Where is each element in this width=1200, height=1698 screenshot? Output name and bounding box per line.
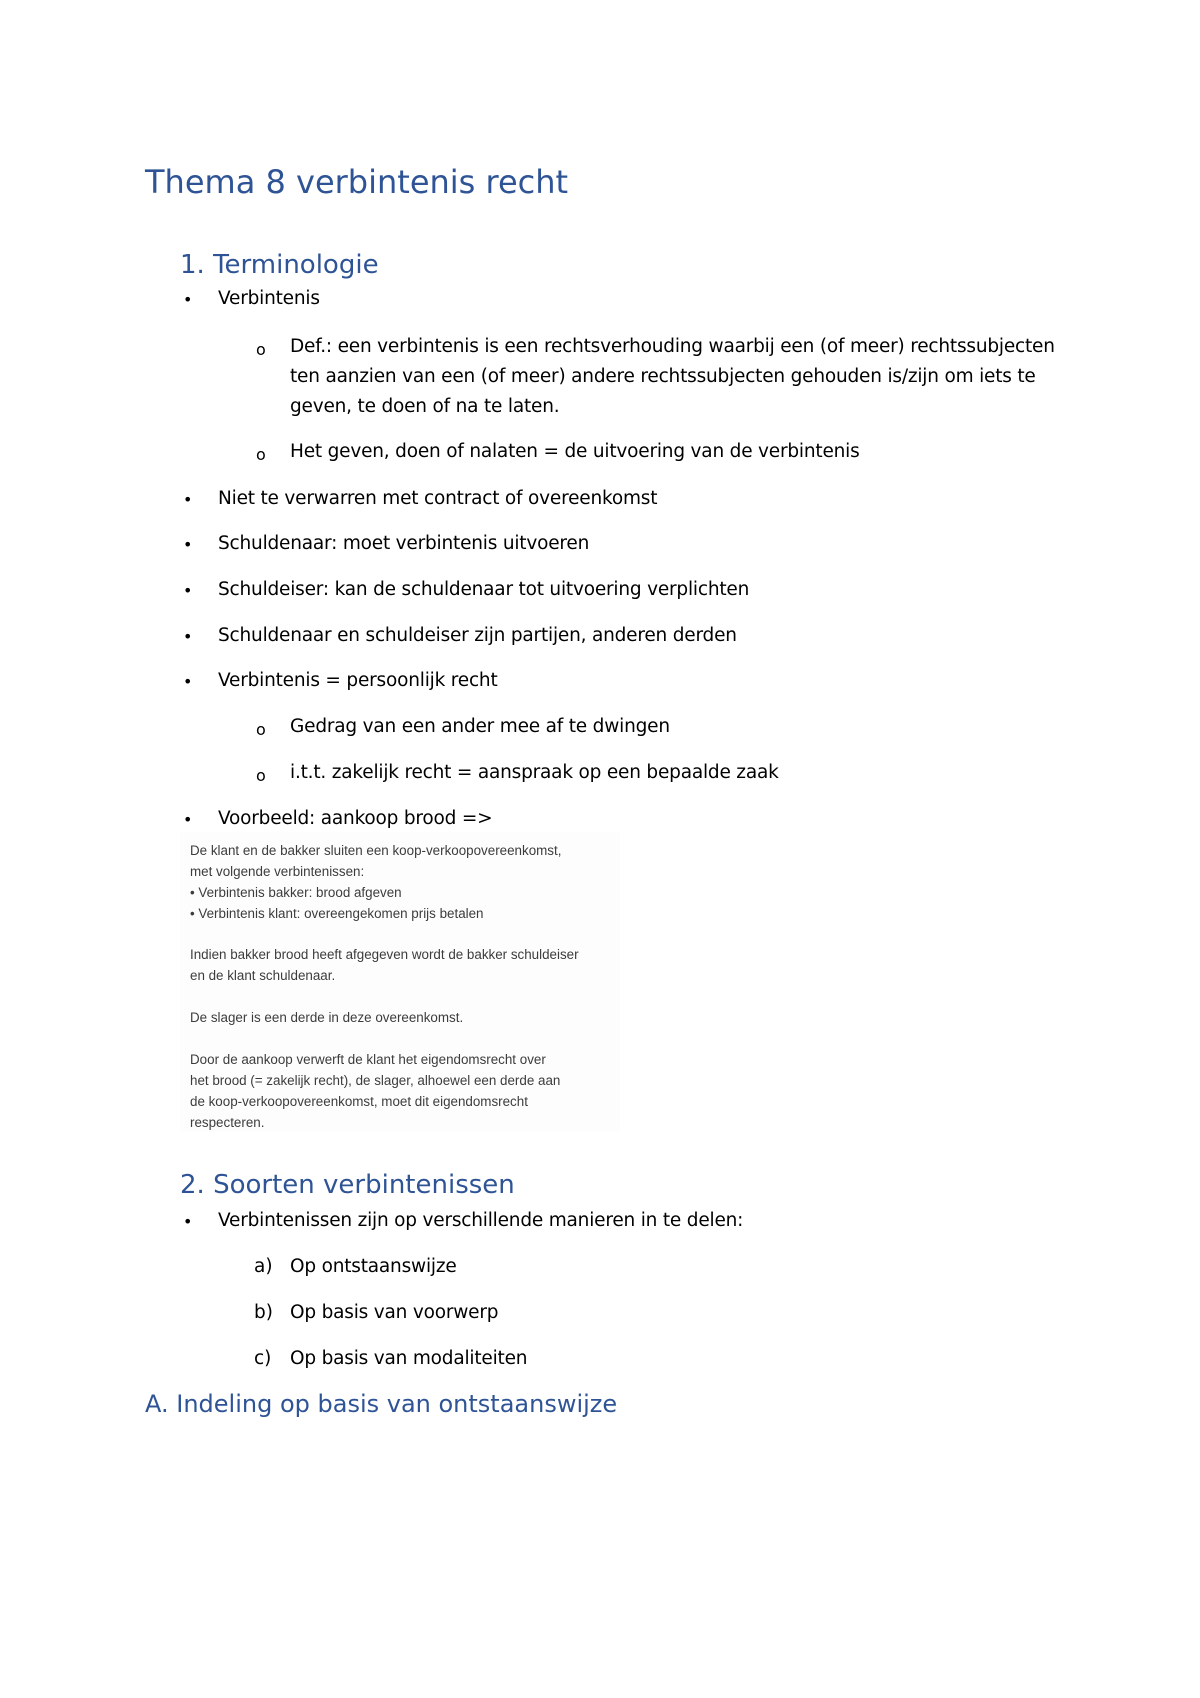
- bullet-item: Schuldenaar: moet verbintenis uitvoeren: [218, 533, 590, 554]
- bullet-item: Voorbeeld: aankoop brood =>: [218, 808, 493, 829]
- subbullet-item-continued: ten aanzien van een (of meer) andere rechtssubjecten gehouden is/zijn om iets te: [290, 366, 1036, 387]
- subbullet-marker: o: [256, 340, 266, 359]
- bullet-marker: •: [183, 290, 193, 309]
- bullet-item: Verbintenis = persoonlijk recht: [218, 670, 498, 691]
- bullet-marker: •: [183, 627, 193, 646]
- list-marker: b): [254, 1302, 273, 1323]
- example-line: De slager is een derde in deze overeenkomst.: [190, 1010, 464, 1025]
- bullet-marker: •: [183, 581, 193, 600]
- bullet-marker: •: [183, 1212, 193, 1231]
- example-line: de koop-verkoopovereenkomst, moet dit eigendomsrecht: [190, 1094, 528, 1109]
- list-item: Op basis van voorwerp: [290, 1302, 499, 1323]
- section-heading-soorten: [180, 1170, 515, 1200]
- example-line: Indien bakker brood heeft afgegeven wordt de bakker schuldeiser: [190, 947, 579, 962]
- bullet-marker: •: [183, 810, 193, 829]
- list-item: Op ontstaanswijze: [290, 1256, 457, 1277]
- example-excerpt: [180, 832, 620, 1132]
- example-line: en de klant schuldenaar.: [190, 968, 336, 983]
- example-line: Door de aankoop verwerft de klant het eigendomsrecht over: [190, 1052, 546, 1067]
- example-line: met volgende verbintenissen:: [190, 864, 365, 879]
- subsection-heading: A. Indeling op basis van ontstaanswijze: [145, 1390, 618, 1418]
- subbullet-item: i.t.t. zakelijk recht = aanspraak op een bepaalde zaak: [290, 762, 779, 783]
- subbullet-item: Gedrag van een ander mee af te dwingen: [290, 716, 670, 737]
- bullet-marker: •: [183, 490, 193, 509]
- example-line: het brood (= zakelijk recht), de slager, alhoewel een derde aan: [190, 1073, 561, 1088]
- example-line: • Verbintenis klant: overeengekomen prijs betalen: [190, 906, 484, 921]
- bullet-item: Schuldenaar en schuldeiser zijn partijen, anderen derden: [218, 625, 737, 646]
- section-title: Soorten verbintenissen: [213, 1170, 515, 1200]
- subbullet-marker: o: [256, 720, 266, 739]
- list-marker: c): [254, 1348, 272, 1369]
- bullet-item: Schuldeiser: kan de schuldenaar tot uitvoering verplichten: [218, 579, 750, 600]
- example-line: respecteren.: [190, 1115, 265, 1130]
- section-number: 1.: [180, 250, 205, 280]
- subbullet-item-continued: geven, te doen of na te laten.: [290, 396, 560, 417]
- subbullet-item: Def.: een verbintenis is een rechtsverhouding waarbij een (of meer) rechtssubjecten: [290, 336, 1055, 357]
- bullet-marker: •: [183, 672, 193, 691]
- section-heading-terminologie: [180, 250, 379, 280]
- example-line: De klant en de bakker sluiten een koop-verkoopovereenkomst,: [190, 843, 562, 858]
- list-item: Op basis van modaliteiten: [290, 1348, 528, 1369]
- bullet-item: Niet te verwarren met contract of overeenkomst: [218, 488, 658, 509]
- subbullet-marker: o: [256, 766, 266, 785]
- example-line: • Verbintenis bakker: brood afgeven: [190, 885, 402, 900]
- section-number: 2.: [180, 1170, 205, 1200]
- list-marker: a): [254, 1256, 273, 1277]
- page-title: Thema 8 verbintenis recht: [145, 163, 569, 201]
- section-title: Terminologie: [213, 250, 379, 280]
- subbullet-item: Het geven, doen of nalaten = de uitvoering van de verbintenis: [290, 441, 860, 462]
- bullet-item: Verbintenis: [218, 288, 320, 309]
- bullet-item: Verbintenissen zijn op verschillende manieren in te delen:: [218, 1210, 744, 1231]
- bullet-marker: •: [183, 535, 193, 554]
- subbullet-marker: o: [256, 445, 266, 464]
